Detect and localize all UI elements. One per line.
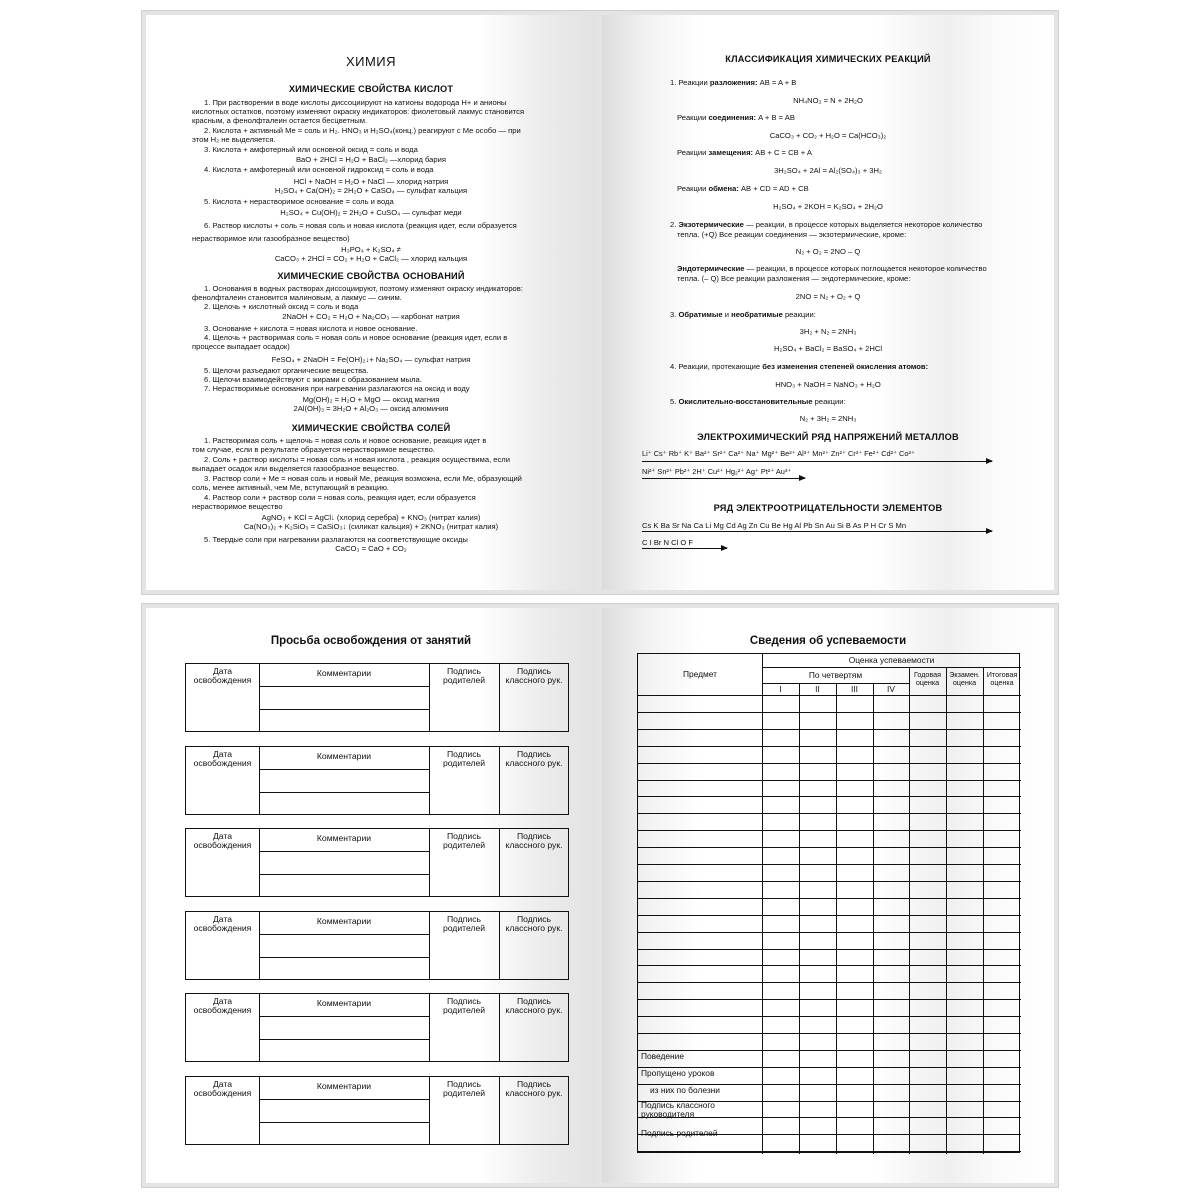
form-header-line xyxy=(259,934,429,935)
form-header-line xyxy=(259,1099,429,1100)
salts-line: соль, менее активный, чем Me, вступающий в реакцию. xyxy=(192,483,390,492)
parents-signature-row-label: Подпись родителей xyxy=(641,1128,718,1138)
bases-line: FeSO₄ + 2NaOH = Fe(OH)₂↓+ Na₂SO₄ — сульфат натрия xyxy=(271,355,471,364)
form-row-line xyxy=(259,874,429,875)
sick-lessons-row-label: из них по болезни xyxy=(650,1085,720,1095)
parents-signature-label: Подпись родителей xyxy=(442,749,486,768)
annual-grade-header: Годовая оценка xyxy=(913,670,942,687)
metals-series-row-1: Li⁺ Cs⁺ Rb⁺ K⁺ Ba²⁺ Sr²⁺ Ca²⁺ Na⁺ Mg²⁺ Be²⁺ Al³⁺ Mn²⁺ Zn²⁺ Cr³⁺ Fe²⁺ Cd²⁺ Co²⁺ xyxy=(642,449,915,458)
grades-row-line xyxy=(638,830,1021,831)
teacher-signature-label: Подпись классного рук. xyxy=(505,914,563,933)
acids-line: 1. При растворении в воде кислоты диссоциируют на катионы водорода H+ и анионы xyxy=(204,98,507,107)
bases-line: 2NaOH + CO₂ = H₂O + Na₂CO₃ — карбонат натрия xyxy=(282,312,460,321)
exothermic-equation: N₂ + O₂ = 2NO – Q xyxy=(795,247,861,256)
grades-col-divider xyxy=(909,667,910,1154)
bottom-spread xyxy=(141,603,1059,1188)
release-form xyxy=(185,828,569,897)
parents-signature-label: Подпись родителей xyxy=(442,831,486,850)
chemistry-properties-page xyxy=(146,15,596,590)
salts-line: Ca(NO₃)₂ + K₂SiO₃ = CaSiO₃↓ (силикат кальция) + 2KNO₃ (нитрат калия) xyxy=(243,522,499,531)
teacher-signature-label: Подпись классного рук. xyxy=(505,996,563,1015)
grades-row-line xyxy=(638,881,1021,882)
bases-line: 4. Щелочь + растворимая соль = новая соль и новое основание (реакция идет, если в xyxy=(204,333,508,342)
redox-line: 5. Окислительно-восстановительные реакции: xyxy=(670,397,846,406)
behavior-row-label: Поведение xyxy=(641,1051,685,1061)
release-requests-page xyxy=(146,608,596,1183)
form-header-line xyxy=(259,851,429,852)
salts-line: выпадает осадок или выделяется газообразное вещество. xyxy=(192,464,399,473)
release-form xyxy=(185,911,569,980)
reversible-equation-2: H₂SO₄ + BaCl₂ = BaSO₄ + 2HCl xyxy=(773,344,883,353)
acids-line: H₂SO₄ + Ca(OH)₂ = 2H₂O + CaSO₄ — сульфат кальция xyxy=(274,186,468,195)
electronegativity-heading: РЯД ЭЛЕКТРООТРИЦАТЕЛЬНОСТИ ЭЛЕМЕНТОВ xyxy=(713,503,943,513)
teacher-signature-label: Подпись классного рук. xyxy=(505,749,563,768)
reactions-page xyxy=(602,15,1054,590)
grades-row-line xyxy=(638,746,1021,747)
grades-row-line xyxy=(638,982,1021,983)
comments-label: Комментарии xyxy=(316,1081,372,1091)
electronegativity-arrow-2 xyxy=(642,548,727,549)
salts-line: 5. Твердые соли при нагревании разлагаются на соответствующие оксиды xyxy=(204,535,468,544)
date-label: Дата освобождения xyxy=(193,1079,252,1098)
grades-title: Сведения об успеваемости xyxy=(749,635,907,647)
acids-heading: ХИМИЧЕСКИЕ СВОЙСТВА КИСЛОТ xyxy=(288,84,454,94)
release-form xyxy=(185,663,569,732)
exothermic-line: 2. Экзотермические — реакции, в процессе которых выделяется некоторое количество xyxy=(670,220,983,229)
grades-row-line xyxy=(638,949,1021,950)
metals-series-heading: ЭЛЕКТРОХИМИЧЕСКИЙ РЯД НАПРЯЖЕНИЙ МЕТАЛЛОВ xyxy=(697,432,959,442)
salts-line: 1. Растворимая соль + щелочь = новая соль и новое основание, реакция идет в xyxy=(204,436,487,445)
date-label: Дата освобождения xyxy=(193,666,252,685)
acids-line: 5. Кислота + нерастворимое основание = соль и вода xyxy=(204,197,394,206)
bases-line: 1. Основания в водных растворах диссоциируют, поэтому изменяют окраску индикаторов: xyxy=(204,284,523,293)
bases-line: 6. Щелочи взаимодействуют с жирами с образованием мыла. xyxy=(204,375,422,384)
grades-row-line xyxy=(638,763,1021,764)
teacher-signature-label: Подпись классного рук. xyxy=(505,666,563,685)
combination-line: Реакции соединения: A + B = AB xyxy=(677,113,795,122)
acids-line: нерастворимое или газообразное вещество) xyxy=(192,234,350,243)
date-label: Дата освобождения xyxy=(193,996,252,1015)
grades-row-line xyxy=(638,796,1021,797)
form-header-line xyxy=(259,686,429,687)
quarter-1-header: I xyxy=(779,684,782,694)
acids-line: H₂SO₄ + Cu(OH)₂ = 2H₂O + CuSO₄ — сульфат меди xyxy=(280,208,462,217)
salts-line: 3. Раствор соли + Me = новая соль и новый Me, реакция возможна, если Me, образующий xyxy=(204,474,522,483)
acids-line: HCl + NaOH = H₂O + NaCl — хлорид натрия xyxy=(293,177,449,186)
acids-line: 6. Раствор кислоты + соль = новая соль и новая кислота (реакция идет, если образуется xyxy=(204,221,517,230)
metals-series-row-2: Ni²⁺ Sn²⁺ Pb²⁺ 2H⁺ Cu²⁺ Hg₂²⁺ Ag⁺ Pt²⁺ Au³⁺ xyxy=(642,467,792,476)
bases-line: фенолфталеин становится малиновым, а лакмус — синим. xyxy=(192,293,402,302)
acids-line: этом H₂ не выделяется. xyxy=(192,135,276,144)
grades-row-line xyxy=(638,780,1021,781)
subject-header: Предмет xyxy=(682,669,717,679)
bases-line: 3. Основание + кислота = новая кислота и новое основание. xyxy=(204,324,418,333)
chemistry-title: ХИМИЯ xyxy=(345,54,397,69)
electronegativity-arrow-1 xyxy=(642,531,992,532)
bases-line: 7. Нерастворимые основания при нагревании разлагаются на оксид и воду xyxy=(204,384,470,393)
substitution-equation: 3H₂SO₄ + 2Al = Al₂(SO₄)₃ + 3H₂ xyxy=(774,166,882,175)
exchange-equation: H₂SO₄ + 2KOH = K₂SO₄ + 2H₂O xyxy=(773,202,883,211)
form-header-line xyxy=(259,769,429,770)
form-header-line xyxy=(259,1016,429,1017)
grades-row-line xyxy=(638,965,1021,966)
quarters-header: По четвертям xyxy=(808,670,863,680)
acids-line: BaO + 2HCl = H₂O + BaCl₂ —хлорид бария xyxy=(295,155,446,164)
bases-line: процессе выпадает осадок) xyxy=(192,342,290,351)
teacher-signature-row-label: Подпись классного руководителя xyxy=(641,1100,715,1119)
endothermic-line-2: тепла. (– Q) Все реакции разложения — эндотермические, кроме: xyxy=(677,274,911,283)
release-form xyxy=(185,1076,569,1145)
form-row-line xyxy=(259,709,429,710)
salts-line: AgNO₃ + KCl = AgCl↓ (хлорид серебра) + KNO₃ (нитрат калия) xyxy=(261,513,481,522)
parents-signature-label: Подпись родителей xyxy=(442,996,486,1015)
grades-row-line xyxy=(638,1016,1021,1017)
redox-equation: N₂ + 3H₂ = 2NH₃ xyxy=(799,414,857,423)
grades-row-line xyxy=(638,1151,1021,1152)
parents-signature-label: Подпись родителей xyxy=(442,1079,486,1098)
form-row-line xyxy=(259,792,429,793)
acids-line: H₃PO₄ + K₂SO₄ ≠ xyxy=(341,245,401,254)
substitution-line: Реакции замещения: AB + C = CB + A xyxy=(677,148,812,157)
endothermic-equation: 2NO = N₂ + O₂ + Q xyxy=(795,292,861,301)
reactions-heading: КЛАССИФИКАЦИЯ ХИМИЧЕСКИХ РЕАКЦИЙ xyxy=(725,54,931,64)
combination-equation: CaCO₃ + CO₂ + H₂O = Ca(HCO₃)₂ xyxy=(769,131,887,140)
decomposition-equation: NH₄NO₂ = N + 2H₂O xyxy=(793,96,863,105)
salts-line: том случае, если в результате образуется нерастворимое вещество. xyxy=(192,445,435,454)
parents-signature-label: Подпись родителей xyxy=(442,914,486,933)
grades-row-line xyxy=(638,1033,1021,1034)
comments-label: Комментарии xyxy=(316,998,372,1008)
top-spread xyxy=(141,10,1059,595)
comments-label: Комментарии xyxy=(316,668,372,678)
grades-row-line xyxy=(638,1050,1021,1051)
grades-row-line xyxy=(638,898,1021,899)
electronegativity-row-2: C I Br N Cl O F xyxy=(642,538,694,547)
metals-series-arrow-2 xyxy=(642,478,805,479)
acids-line: кислотных остатков, поэтому изменяют окраску индикаторов: фиолетовый лакмус становится xyxy=(192,107,525,116)
grades-row-line xyxy=(638,712,1021,713)
metals-series-arrow-1 xyxy=(642,461,992,462)
teacher-signature-label: Подпись классного рук. xyxy=(505,1079,563,1098)
acids-line: 2. Кислота + активный Me = соль и H₂. HNO₃ и H₂SO₄(конц.) реагируют с Me особо — при xyxy=(204,126,521,135)
salts-line: нерастворимое вещество xyxy=(192,502,283,511)
acids-line: 3. Кислота + амфотерный или основной оксид = соль и вода xyxy=(204,145,418,154)
quarter-2-header: II xyxy=(815,684,820,694)
bases-line: 2. Щелочь + кислотный оксид = соль и вода xyxy=(204,302,359,311)
grades-row-line xyxy=(638,864,1021,865)
decomposition-line: 1. Реакции разложения: AB = A + B xyxy=(670,78,797,87)
release-form xyxy=(185,993,569,1062)
teacher-signature-label: Подпись классного рук. xyxy=(505,831,563,850)
parents-signature-label: Подпись родителей xyxy=(442,666,486,685)
exam-grade-header: Экзамен. оценка xyxy=(949,670,980,687)
grades-col-divider xyxy=(946,667,947,1154)
assessment-header: Оценка успеваемости xyxy=(848,655,935,665)
grades-page xyxy=(602,608,1054,1183)
bases-line: 5. Щелочи разъедают органические вещества. xyxy=(204,366,369,375)
form-row-line xyxy=(259,1039,429,1040)
grades-col-divider xyxy=(983,667,984,1154)
date-label: Дата освобождения xyxy=(193,749,252,768)
form-row-line xyxy=(259,957,429,958)
bases-line: Mg(OH)₂ = H₂O + MgO — оксид магния xyxy=(302,395,440,404)
date-label: Дата освобождения xyxy=(193,831,252,850)
missed-lessons-row-label: Пропущено уроков xyxy=(641,1068,715,1078)
oxidation-state-equation: HNO₃ + NaOH = NaNO₃ + H₂O xyxy=(775,380,881,389)
exchange-line: Реакции обмена: AB + CD = AD + CB xyxy=(677,184,809,193)
quarter-4-header: IV xyxy=(887,684,895,694)
acids-line: CaCO₃ + 2HCl = CO₂ + H₂O + CaCl₂ — хлорид кальция xyxy=(274,254,468,263)
final-grade-header: Итоговая оценка xyxy=(986,670,1018,687)
salts-heading: ХИМИЧЕСКИЕ СВОЙСТВА СОЛЕЙ xyxy=(291,423,451,433)
comments-label: Комментарии xyxy=(316,751,372,761)
form-row-line xyxy=(259,1122,429,1123)
salts-line: CaCO₃ = CaO + CO₂ xyxy=(335,544,407,553)
reversible-equation-1: 3H₂ + N₂ = 2NH₃ xyxy=(799,327,857,336)
bases-line: 2Al(OH)₃ = 3H₂O + Al₂O₃ — оксид алюминия xyxy=(293,404,449,413)
grades-row-line xyxy=(638,915,1021,916)
bases-heading: ХИМИЧЕСКИЕ СВОЙСТВА ОСНОВАНИЙ xyxy=(277,271,465,281)
oxidation-state-line: 4. Реакции, протекающие без изменения степеней окисления атомов: xyxy=(670,362,929,371)
grades-row-line xyxy=(638,847,1021,848)
grades-row-line xyxy=(638,729,1021,730)
quarter-3-header: III xyxy=(851,684,858,694)
date-label: Дата освобождения xyxy=(193,914,252,933)
grades-row-line xyxy=(638,813,1021,814)
grades-row-line xyxy=(638,932,1021,933)
electronegativity-row-1: Cs K Ba Sr Na Ca Li Mg Cd Ag Zn Cu Be Hg Al Pb Sn Au Si B As P H Cr S Mn xyxy=(642,521,907,530)
comments-label: Комментарии xyxy=(316,916,372,926)
exothermic-line-2: тепла. (+Q) Все реакции соединения — экзотермические, кроме: xyxy=(677,230,907,239)
release-title: Просьба освобождения от занятий xyxy=(270,635,472,647)
header-bottom-line xyxy=(638,695,1021,696)
release-form xyxy=(185,746,569,815)
grades-table xyxy=(637,653,1020,1153)
salts-line: 4. Раствор соли + раствор соли = новая соль, реакция идет, если образуется xyxy=(204,493,476,502)
acids-line: 4. Кислота + амфотерный или основной гидроксид = соль и вода xyxy=(204,165,434,174)
acids-line: красным, а фенолфталеин остается бесцветным. xyxy=(192,116,368,125)
salts-line: 2. Соль + раствор кислоты = новая соль и новая кислота , реакция осуществима, если xyxy=(204,455,510,464)
comments-label: Комментарии xyxy=(316,833,372,843)
endothermic-line: Эндотермические — реакции, в процессе которых поглощается некоторое количество xyxy=(677,264,987,273)
grades-row-line xyxy=(638,999,1021,1000)
reversible-line: 3. Обратимые и необратимые реакции: xyxy=(670,310,816,319)
